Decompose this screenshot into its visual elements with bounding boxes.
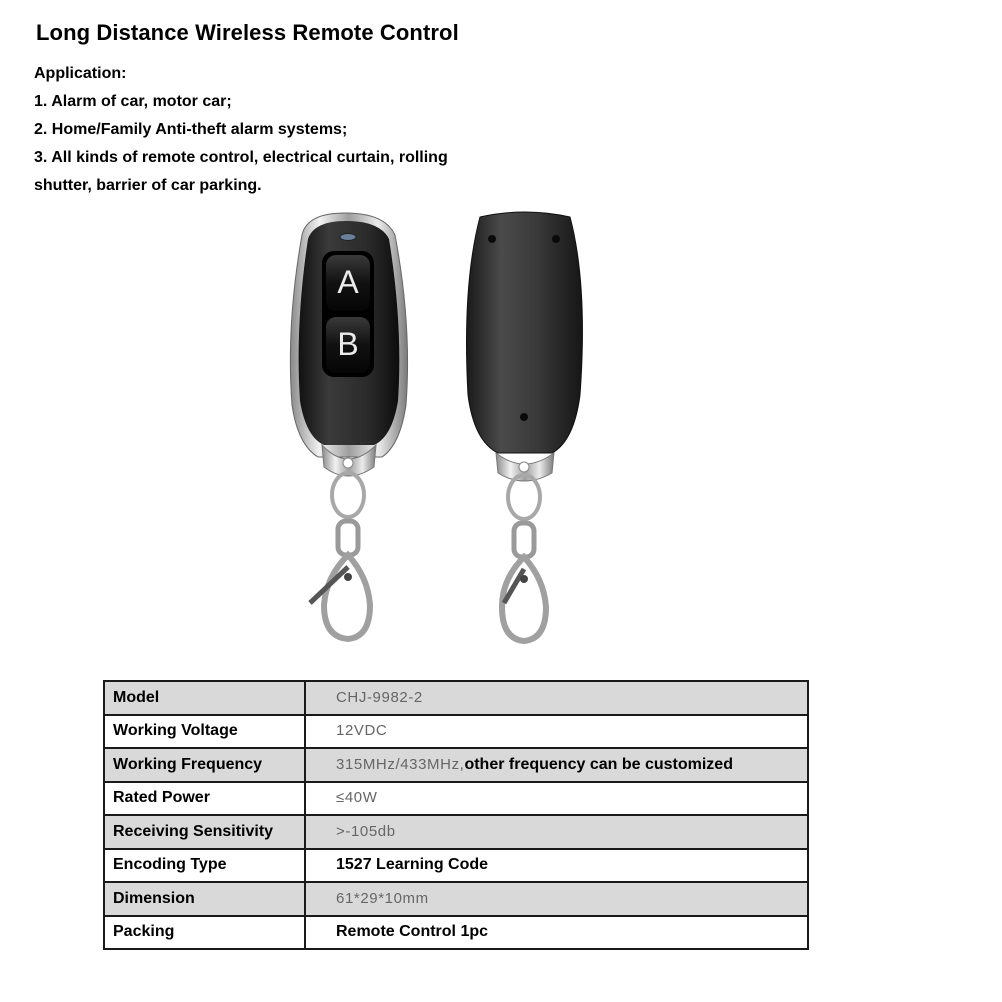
spec-label: Rated Power [104,782,305,816]
table-row [104,715,808,749]
product-photo [270,205,600,665]
table-row [104,782,808,816]
table-row [104,681,808,715]
button-b-label: B [337,326,359,362]
application-line: shutter, barrier of car parking. [34,177,262,194]
spec-value: 61*29*10mm [305,882,808,916]
spec-label: Working Voltage [104,715,305,749]
application-line: 3. All kinds of remote control, electrical curtain, rolling [34,149,448,166]
application-section [34,60,504,200]
remote-back [467,212,583,641]
application-line: 2. Home/Family Anti-theft alarm systems; [34,121,348,138]
spec-value: 12VDC [305,715,808,749]
spec-value: ≤40W [305,782,808,816]
spec-value: Remote Control 1pc [305,916,808,950]
application-line: 1. Alarm of car, motor car; [34,93,232,110]
remote-front [290,213,407,639]
spec-label: Working Frequency [104,748,305,782]
spec-label: Packing [104,916,305,950]
table-row [104,849,808,883]
application-heading: Application: [34,65,127,82]
spec-value: 315MHz/433MHz,other frequency can be customized [305,748,808,782]
button-a-label: A [337,264,359,300]
page-title: Long Distance Wireless Remote Control [36,20,459,45]
spec-value: >-105db [305,815,808,849]
table-row [104,815,808,849]
spec-label: Receiving Sensitivity [104,815,305,849]
table-row [104,882,808,916]
table-row [104,916,808,950]
spec-table [103,680,809,950]
spec-label: Encoding Type [104,849,305,883]
table-row [104,748,808,782]
spec-label: Model [104,681,305,715]
spec-value: 1527 Learning Code [305,849,808,883]
spec-label: Dimension [104,882,305,916]
spec-value: CHJ-9982-2 [305,681,808,715]
